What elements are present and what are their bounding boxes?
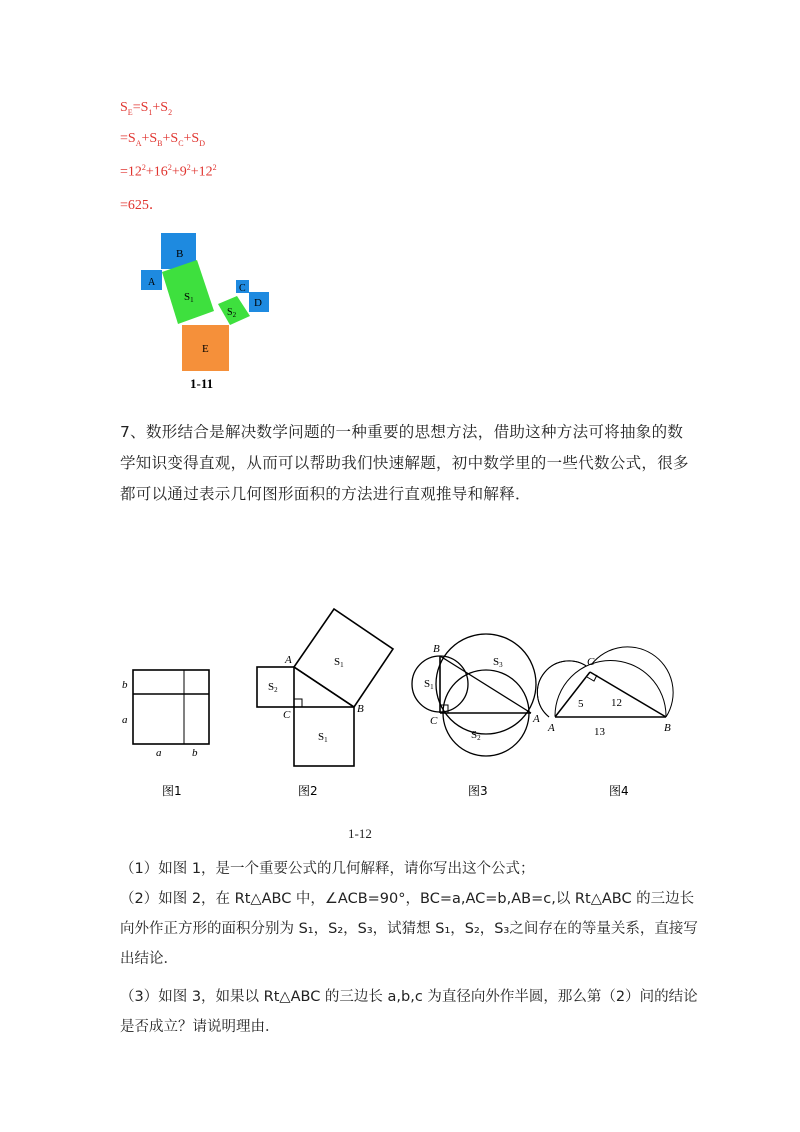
label-b: B [176, 248, 184, 260]
fig3-label-s2: S2 [471, 729, 481, 742]
fig1-label-a: a [122, 714, 128, 726]
label-e: E [202, 343, 209, 355]
question-3: （3）如图 3，如果以 Rt△ABC 的三边长 a,b,c 为直径向外作半圆，那么第（2）问的结论是否成立？请说明理由． [120, 989, 698, 1035]
fig2-label-s2: S2 [268, 681, 278, 694]
label-a: A [148, 277, 156, 288]
question-1: （1）如图 1，是一个重要公式的几何解释，请你写出这个公式； [120, 861, 535, 877]
fig3-caption: 图3 [468, 784, 488, 798]
fig4-caption: 图4 [609, 784, 629, 798]
fig2-label-a: A [285, 654, 292, 666]
fig3-label-s1: S1 [424, 678, 434, 691]
fig3-label-c: C [430, 715, 438, 727]
fig2-label-s1-bottom: S1 [318, 731, 328, 744]
figure-caption-1-12: 1-12 [348, 826, 372, 841]
fig1-caption: 图1 [162, 784, 182, 798]
derivation-line-4: =625． [120, 198, 163, 213]
fig2-label-s1-top: S1 [334, 656, 344, 669]
fig3-label-s3: S3 [493, 656, 503, 669]
derivation-line-3: $=12^2+16^2+9^2+12^2$ [120, 163, 217, 180]
problem-intro: 7、数形结合是解决数学问题的一种重要的思想方法，借助这种方法可将抽象的数学知识变得直观，从而可以帮助我们快速解题，初中数学里的一些代数公式，很多都可以通过表示几何图形面积的方法进行直观推导和解释． [120, 423, 689, 503]
fig3-label-b: B [433, 643, 440, 655]
caption-1-11: 1-11 [190, 376, 214, 391]
label-c: C [239, 283, 246, 294]
fig4-label-5: 5 [578, 698, 584, 710]
fig4-label-c: C [587, 656, 595, 668]
fig4-label-12: 12 [611, 697, 622, 709]
label-d: D [254, 297, 262, 309]
fig1-label-bottom-b: b [192, 747, 198, 759]
fig2-label-c: C [283, 709, 291, 721]
label-s2: $S_2$ [227, 307, 237, 319]
fig2-label-b: B [357, 703, 364, 715]
fig4-label-b: B [664, 722, 671, 734]
figure-4 [537, 647, 673, 717]
fig3-label-a: A [533, 713, 540, 725]
fig1-label-b: b [122, 679, 128, 691]
fig4-label-13: 13 [594, 726, 605, 738]
fig4-label-a: A [548, 722, 555, 734]
figure-1 [133, 670, 209, 744]
derivation-line-2: $=S_A+S_B+S_C+S_D$ [120, 131, 205, 148]
fig2-caption: 图2 [298, 784, 318, 798]
question-2: （2）如图 2，在 Rt△ABC 中，∠ACB=90°，BC=a,AC=b,AB=c,以 Rt△ABC 的三边长向外作正方形的面积分别为 S₁，S₂，S₃，试猜想 S₁，S₂，S₃之间存在的等量关系，直接写出结论． [120, 891, 698, 967]
fig1-label-bottom-a: a [156, 747, 162, 759]
derivation-line-1: $S_E=S_1+S_2$ [120, 100, 173, 117]
label-s1: S1 [184, 291, 194, 304]
